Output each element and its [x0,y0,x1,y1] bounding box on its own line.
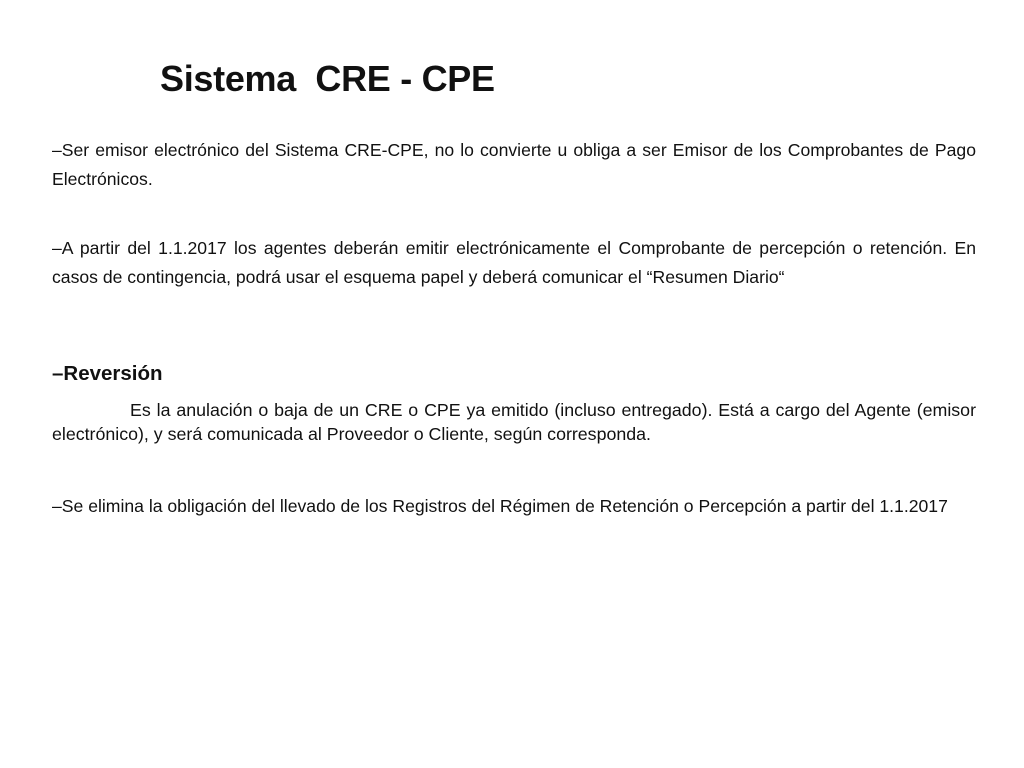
section-heading-reversion: –Reversión [52,362,163,385]
slide-title: Sistema CRE - CPE [160,58,495,99]
paragraph-emisor-electronico: –Ser emisor electrónico del Sistema CRE-CPE, no lo convierte u obliga a ser Emisor de los Comprobantes de Pago Electrónicos. [52,140,976,189]
paragraph-registros-eliminados: –Se elimina la obligación del llevado de los Registros del Régimen de Retención o Percepción a partir del 1.1.2017 [52,496,948,516]
paragraph-reversion-description: Es la anulación o baja de un CRE o CPE ya emitido (incluso entregado). Está a cargo del Agente (emisor electrónico), y será comunicada al Proveedor o Cliente, según corresponda. [52,400,976,444]
paragraph-obligacion-2017: –A partir del 1.1.2017 los agentes deberán emitir electrónicamente el Comprobante de percepción o retención. En casos de contingencia, podrá usar el esquema papel y deberá comunicar el “Resumen Diario“ [52,238,976,287]
